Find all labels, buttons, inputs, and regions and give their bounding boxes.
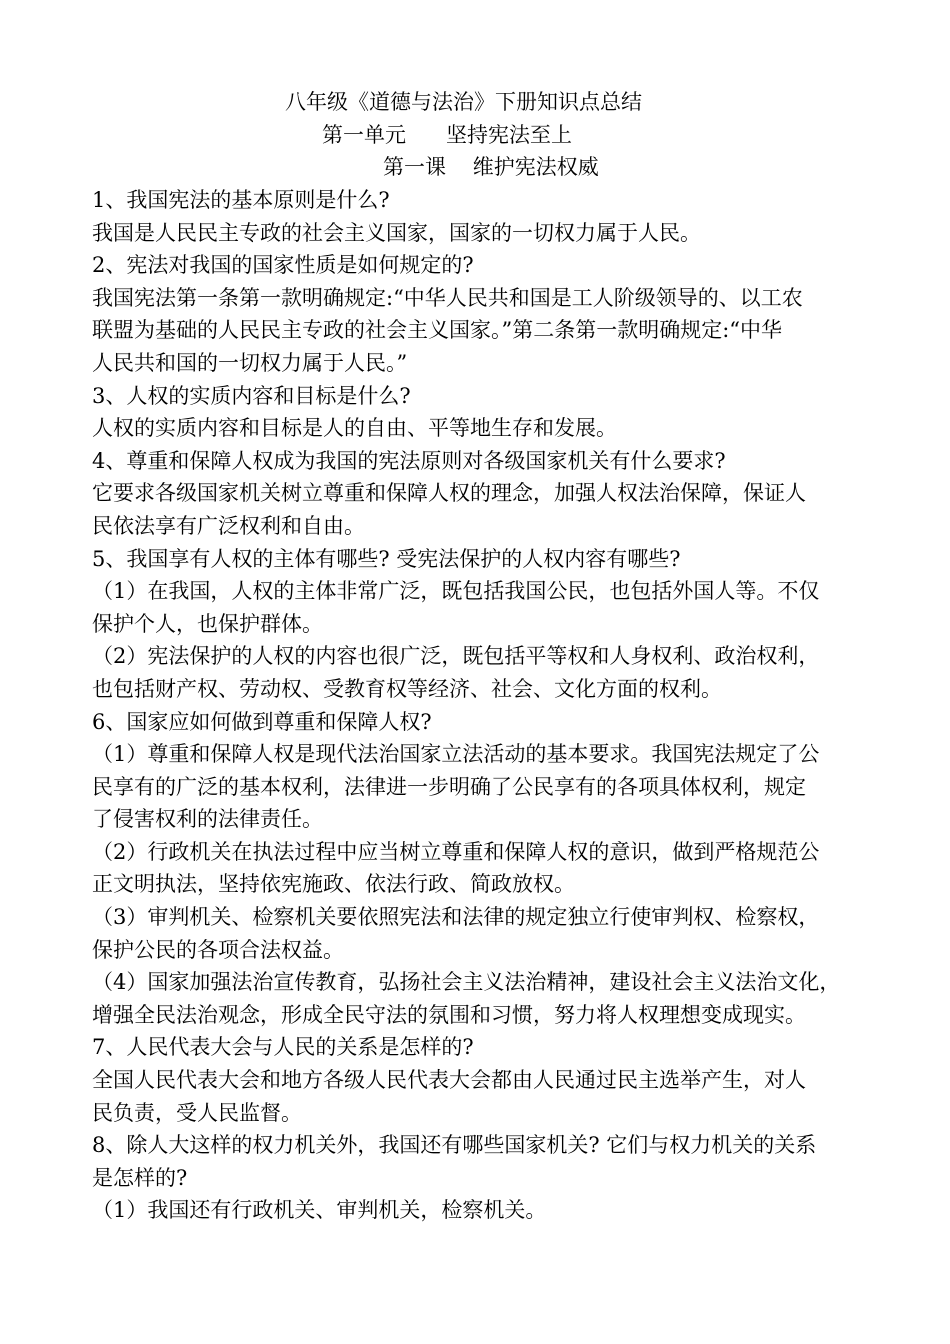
document-body [92, 184, 860, 1227]
answer-line: 民享有的广泛的基本权利，法律进一步明确了公民享有的各项具体权利，规定 [92, 774, 806, 799]
answer-line: 也包括财产权、劳动权、受教育权等经济、社会、文化方面的权利。 [92, 676, 722, 701]
unit-heading: 第一单元 坚持宪法至上 [322, 122, 573, 147]
answer-line: 它要求各级国家机关树立尊重和保障人权的理念，加强人权法治保障，保证人 [92, 481, 806, 506]
question-line: 5、我国享有人权的主体有哪些? 受宪法保护的人权内容有哪些? [92, 546, 681, 571]
question-line: 7、人民代表大会与人民的关系是怎样的? [92, 1035, 474, 1060]
answer-line: （1）在我国，人权的主体非常广泛，既包括我国公民，也包括外国人等。不仅 [92, 579, 820, 604]
answer-line: 民负责，受人民监督。 [92, 1100, 302, 1125]
answer-line: 人权的实质内容和目标是人的自由、平等地生存和发展。 [92, 416, 617, 441]
answer-line: （2）行政机关在执法过程中应当树立尊重和保障人权的意识，做到严格规范公 [92, 839, 820, 864]
answer-line: （3）审判机关、检察机关要依照宪法和法律的规定独立行使审判权、检察权， [92, 905, 820, 930]
question-line: 1、我国宪法的基本原则是什么? [92, 188, 390, 212]
lesson-heading: 第一课 维护宪法权威 [383, 155, 599, 180]
question-line: 6、国家应如何做到尊重和保障人权? [92, 709, 432, 734]
question-line: 3、人权的实质内容和目标是什么? [92, 383, 411, 408]
answer-line: （1）尊重和保障人权是现代法治国家立法活动的基本要求。我国宪法规定了公 [92, 742, 820, 767]
answer-line: 联盟为基础的人民民主专政的社会主义国家。”第二条第一款明确规定:“中华 [92, 318, 783, 343]
question-line: 是怎样的? [92, 1165, 188, 1190]
answer-line: 保护个人，也保护群体。 [92, 611, 323, 636]
answer-line: 全国人民代表大会和地方各级人民代表大会都由人民通过民主选举产生，对人 [92, 1068, 806, 1093]
answer-line: （4）国家加强法治宣传教育，弘扬社会主义法治精神，建设社会主义法治文化， [92, 970, 841, 995]
document-title: 八年级《道德与法治》下册知识点总结 [285, 90, 642, 114]
document-page [92, 86, 860, 1227]
answer-line: 正文明执法，坚持依宪施政、依法行政、简政放权。 [92, 872, 575, 897]
answer-line: 增强全民法治观念，形成全民守法的氛围和习惯，努力将人权理想变成现实。 [92, 1002, 806, 1027]
answer-line: （2）宪法保护的人权的内容也很广泛，既包括平等权和人身权利、政治权利， [92, 644, 820, 669]
answer-line: （1）我国还有行政机关、审判机关，检察机关。 [92, 1198, 547, 1223]
answer-line: 保护公民的各项合法权益。 [92, 937, 344, 962]
answer-line: 我国宪法第一条第一款明确规定:“中华人民共和国是工人阶级领导的、以工农 [92, 285, 803, 310]
answer-line: 了侵害权利的法律责任。 [92, 807, 323, 832]
question-line: 8、除人大这样的权力机关外，我国还有哪些国家机关? 它们与权力机关的关系 [92, 1133, 817, 1158]
question-line: 4、尊重和保障人权成为我国的宪法原则对各级国家机关有什么要求? [92, 448, 726, 473]
answer-line: 民依法享有广泛权利和自由。 [92, 513, 365, 538]
answer-line: 人民共和国的一切权力属于人民。” [92, 350, 408, 375]
answer-line: 我国是人民民主专政的社会主义国家，国家的一切权力属于人民。 [92, 220, 701, 245]
title-block [92, 86, 860, 184]
question-line: 2、宪法对我国的国家性质是如何规定的? [92, 253, 474, 278]
